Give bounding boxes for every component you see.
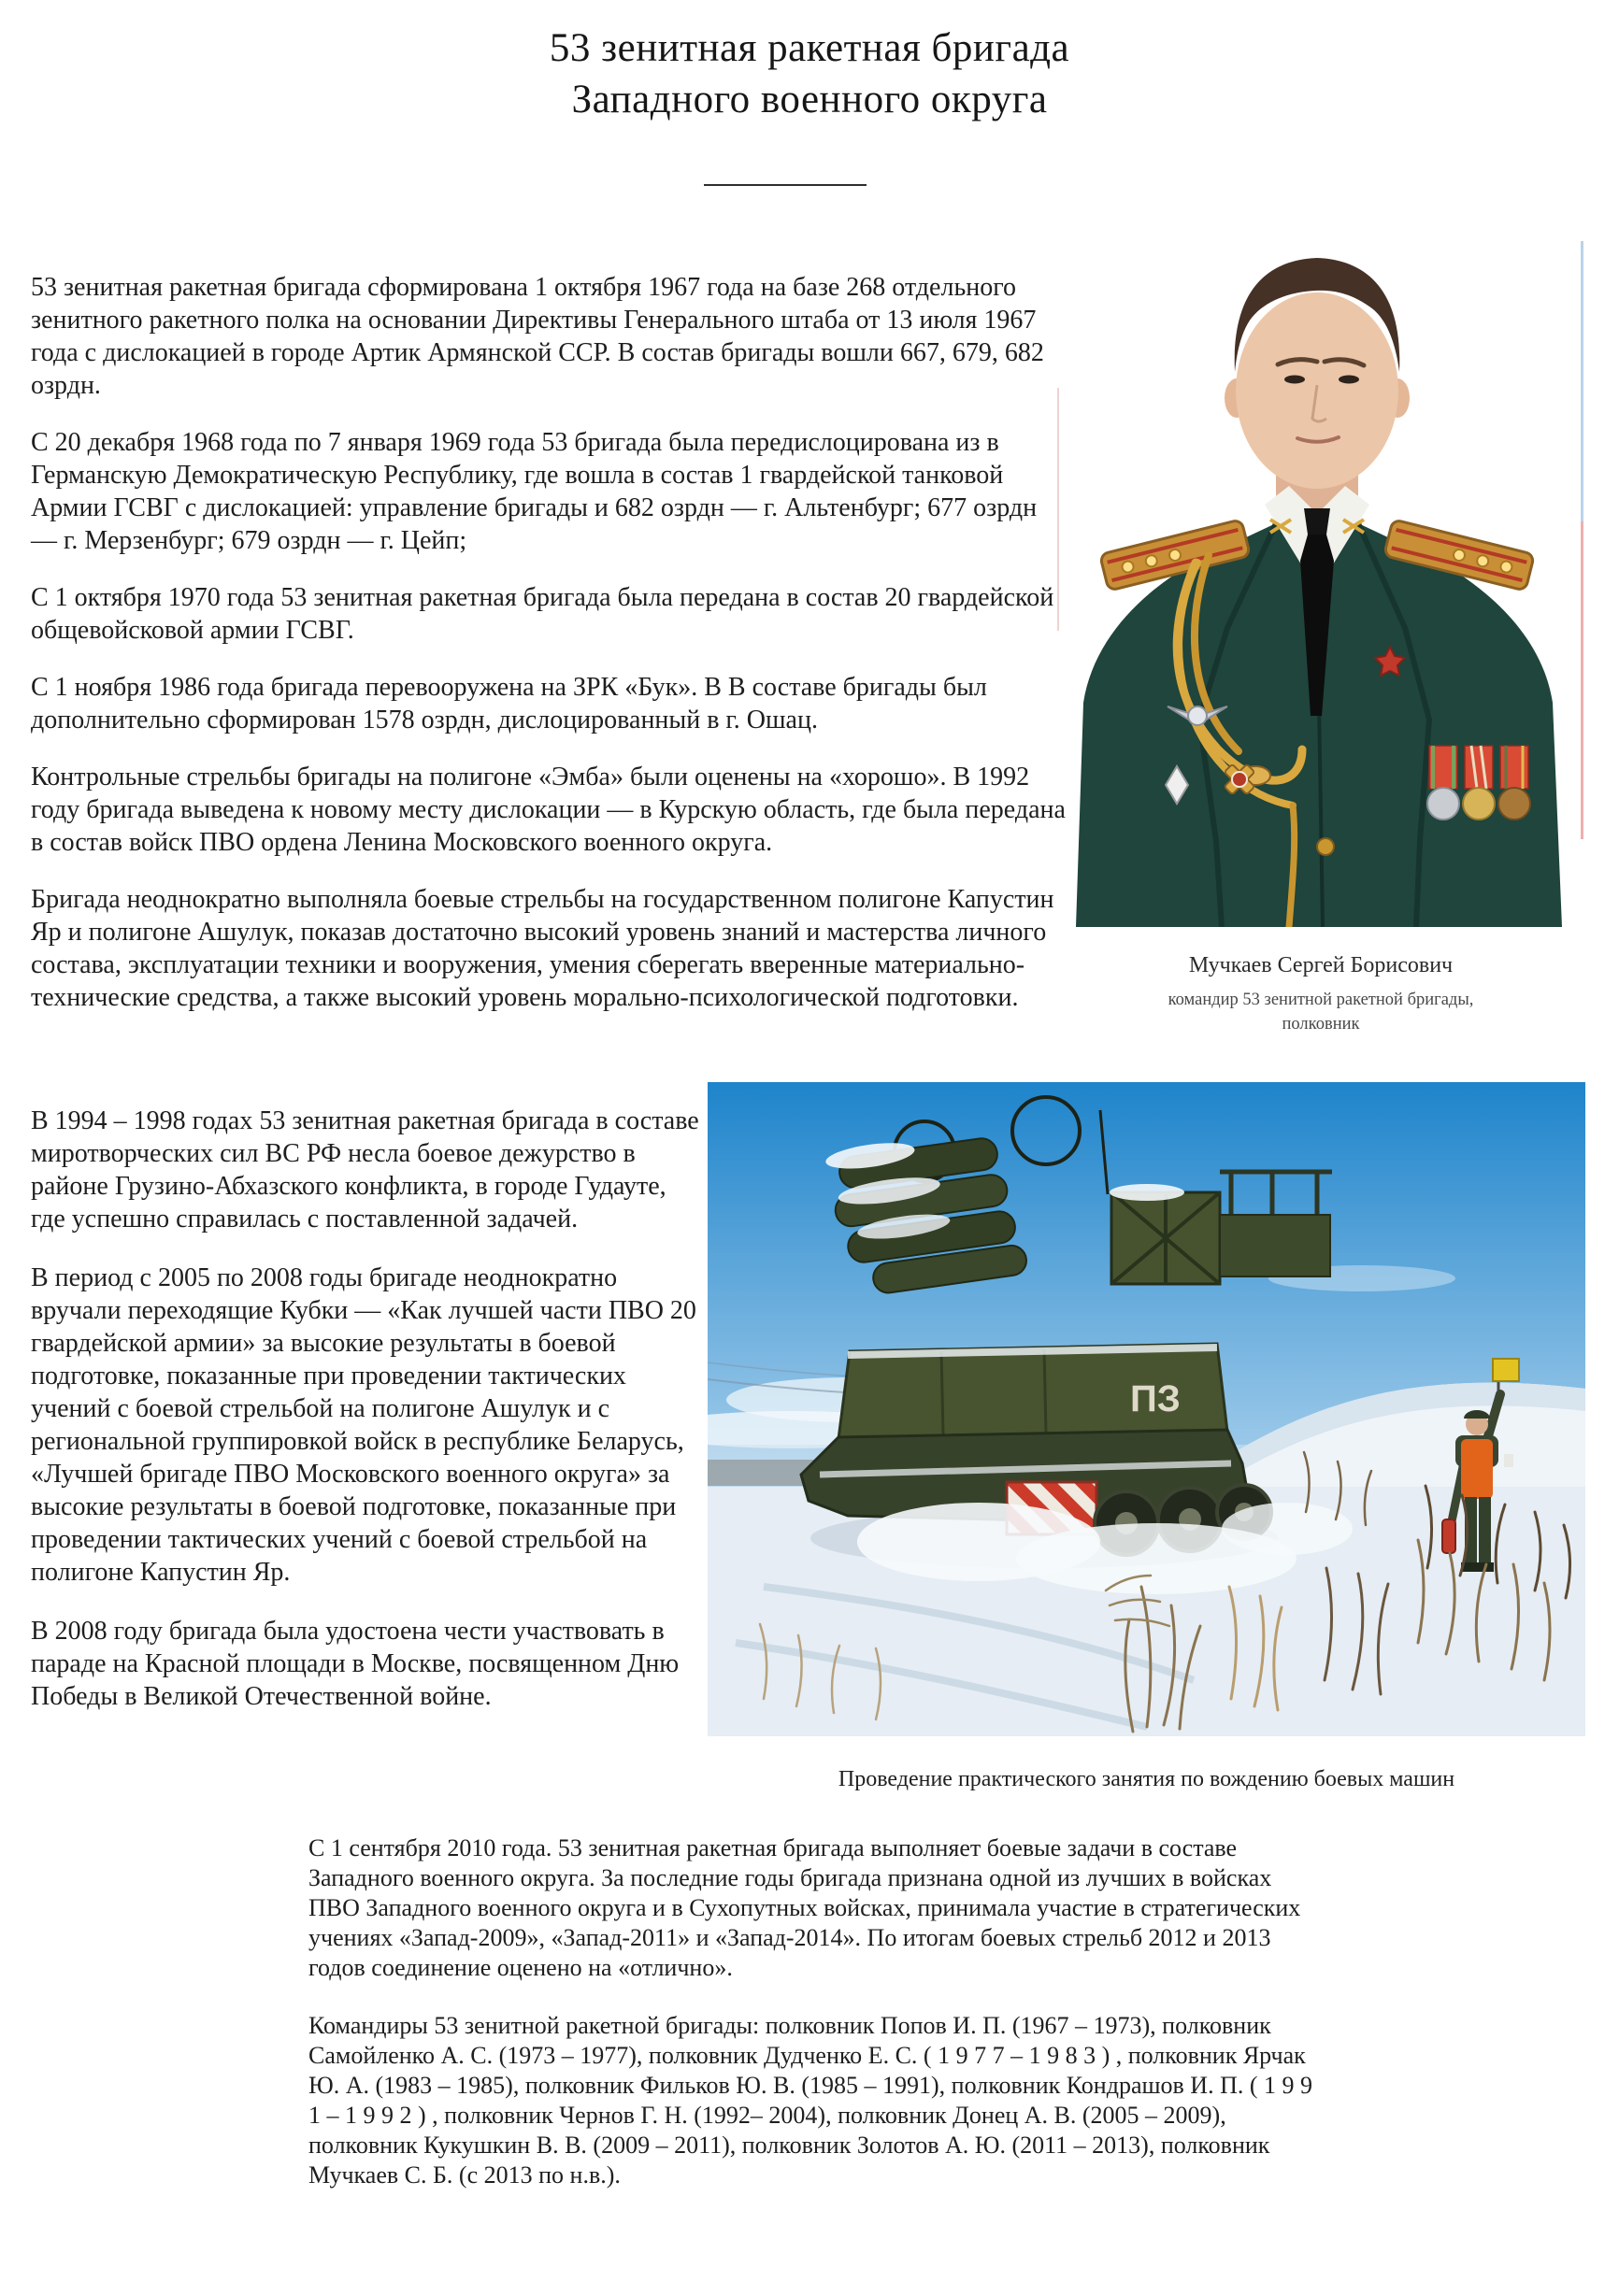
commander-photo [1057,187,1584,927]
modern-section [308,1833,1324,2218]
history-paragraph-4: С 1 ноября 1986 года бригада перевооружена на ЗРК «Бук». В В составе бригады был дополнительно сформирован 1578 озрдн, дислоцированный в г. Ошац. [31,673,987,734]
tank-caption: Проведение практического занятия по вождению боевых машин [838,1767,1455,1791]
service-paragraph-1: В 1994 – 1998 годах 53 зенитная ракетная бригада в составе миротворческих сил ВС РФ несла боевое дежурство в районе Грузино-Абхазского конфликта, в городе Гудауте, где успешно справилась с поставленной задачей. [31,1106,699,1234]
commander-figure [1057,187,1584,1036]
red-paddle [1442,1519,1455,1553]
page-title [0,22,1619,125]
history-paragraph-6: Бригада неоднократно выполняла боевые стрельбы на государственном полигоне Капустин Яр и полигоне Ашулук, показав достаточно высокий уровень знаний и мастерства личного состава, эксплуатации техники и вооружения, умения сберегать вверенные материально-технические средства, а также высокий уровень морально-психологической подготовки. [31,885,1054,1012]
photo-edge-artifact-red [1581,521,1583,839]
lattice-box [1110,1184,1220,1284]
page-title-line1: 53 зенитная ракетная бригада [549,26,1070,70]
history-paragraph-1: 53 зенитная ракетная бригада сформирована 1 октября 1967 года на базе 268 отдельного зенитного ракетного полка на основании Директивы Генерального штаба от 13 июля 1967 года с дислокацией в городе Артик Армянской ССР. В состав бригады вошли 667, 679, 682 озрдн. [31,273,1044,400]
commander-role: командир 53 зенитной ракетной бригады, [1168,991,1474,1009]
history-paragraph-2: С 20 декабря 1968 года по 7 января 1969 года 53 бригада была передислоцирована из в Германскую Демократическую Республику, где вошла в состав 1 гвардейской танковой Армии ГСВГ с дислокацией: управление бригады и 682 озрдн — г. Альтенбург; 677 озрдн — г. Мерзенбург; 679 озрдн — г. Цейп; [31,428,1038,555]
service-section [31,1105,700,1739]
modern-paragraph-2: Командиры 53 зенитной ракетной бригады: полковник Попов И. П. (1967 – 1973), полковник Самойленко А. С. (1973 – 1977), полковник Дудченко Е. С. ( 1 9 7 7 – 1 9 8 3 ) , полковник Ярчак Ю. А. (1983 – 1985), полковник Фильков Ю. В. (1985 – 1991), полковник Кондрашов И. П. ( 1 9 9 1 – 1 9 9 2 ) , полковник Чернов Г. Н. (1992– 2004), полковник Донец А. В. (2005 – 2009), полковник Кукушкин В. В. (2009 – 2011), полковник Золотов А. Ю. (2011 – 2013), полковник Мучкаев С. Б. (с 2013 по н.в.). [308,2012,1312,2189]
tank-photo [708,1082,1585,1736]
service-paragraph-3: В 2008 году бригада была удостоена чести участвовать в параде на Красной площади в Москве, посвященном Дню Победы в Великой Отечественной войне. [31,1617,680,1711]
photo-edge-artifact-blue [1581,241,1583,521]
orange-vest [1461,1439,1493,1499]
history-section [31,271,1067,1038]
history-paragraph-3: С 1 октября 1970 года 53 зенитная ракетная бригада была передана в состав 20 гвардейской общевойсковой армии ГСВГ. [31,583,1054,645]
service-paragraph-2: В период с 2005 по 2008 годы бригаде неоднократно вручали переходящие Кубки — «Как лучшей части ПВО 20 гвардейской армии» за высокие результаты в боевой подготовке, показанные при проведении тактических учений с боевой стрельбой на полигоне Ашулук и с региональной группировкой войск в республике Беларусь, «Лучшей бригаде ПВО Московского военного округа» за высокие результаты в боевой подготовке, показанные при проведении тактических учений с боевой стрельбой на полигоне Капустин Яр. [31,1263,696,1587]
modern-paragraph-1: С 1 сентября 2010 года. 53 зенитная ракетная бригада выполняет боевые задачи в составе Западного военного округа. За последние годы бригада признана одной из лучших в войсках ПВО Западного военного округа и в Сухопутных войсках, принимала участие в стратегических учениях «Запад-2009», «Запад-2011» и «Запад-2014». По итогам боевых стрельб 2012 и 2013 годов соединение оценено на «отлично». [308,1834,1301,1981]
page-title-line2: Западного военного округа [571,78,1048,121]
yellow-flag [1493,1359,1519,1381]
history-paragraph-5: Контрольные стрельбы бригады на полигоне «Эмба» были оценены на «хорошо». В 1992 году бригада выведена к новому месту дислокации — в Курскую область, где была передана в состав войск ПВО ордена Ленина Московского военного округа. [31,763,1066,857]
title-divider [704,184,867,186]
tank-figure [708,1082,1585,1792]
vehicle-side-marking: ПЗ [1130,1378,1181,1419]
commander-rank: полковник [1282,1015,1360,1034]
commander-name: Мучкаев Сергей Борисович [1188,953,1454,977]
medals [1427,746,1530,820]
